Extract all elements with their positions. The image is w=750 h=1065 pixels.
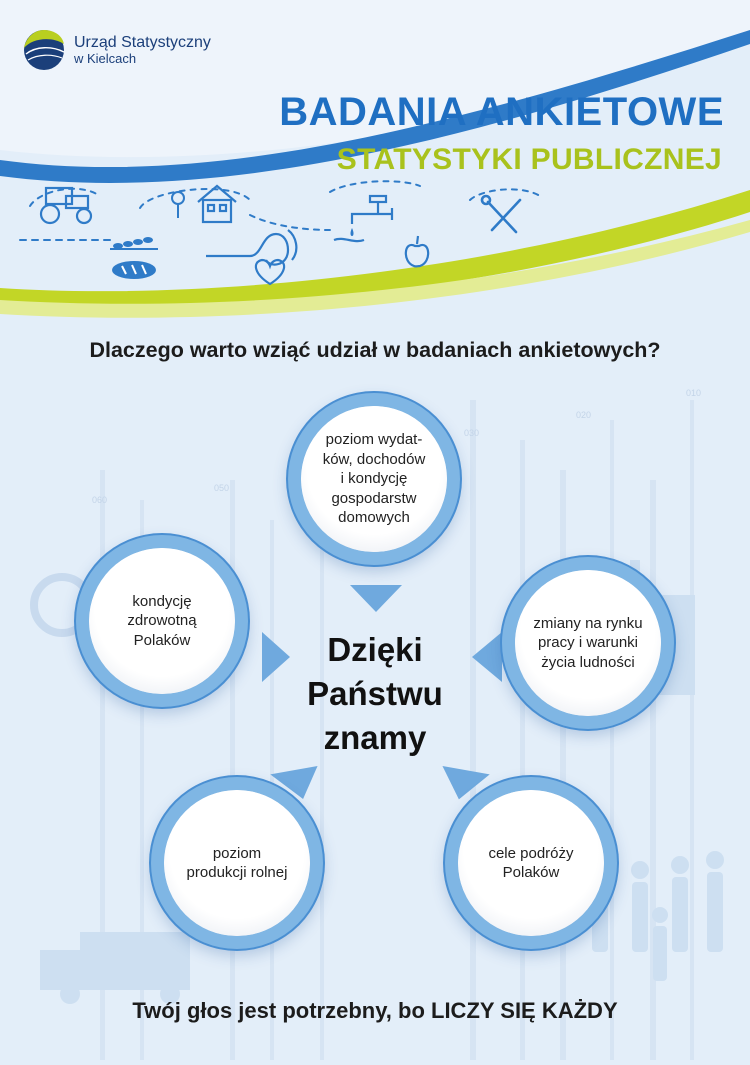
bubble-labour-market bbox=[515, 570, 661, 716]
decor-number: 020 bbox=[576, 410, 592, 420]
question-heading: Dlaczego warto wziąć udział w badaniach ankietowych? bbox=[89, 338, 661, 362]
decor-number: 030 bbox=[464, 428, 480, 438]
bubble-household-text: poziom wydat- ków, dochodów i kondycję gospodarstw domowych bbox=[322, 431, 426, 527]
decor-number: 060 bbox=[92, 495, 108, 505]
house-icon bbox=[198, 186, 236, 222]
footer-slogan: Twój głos jest potrzebny, bo LICZY SIĘ KAŻDY bbox=[132, 998, 618, 1023]
logo-text bbox=[74, 34, 211, 67]
bubble-health-text: kondycję zdrowotną Polaków bbox=[127, 592, 197, 649]
header-icons bbox=[0, 170, 750, 290]
bubble-health bbox=[89, 548, 235, 694]
bubble-labour-market-text: zmiany na rynku pracy i warunki życia ludności bbox=[533, 614, 643, 671]
stethoscope-icon bbox=[206, 230, 296, 265]
pin-icon bbox=[172, 192, 184, 218]
bubble-travel bbox=[458, 790, 604, 936]
apple-icon bbox=[406, 236, 428, 266]
faucet-icon bbox=[334, 196, 392, 241]
bubble-travel-text: cele podróży Polaków bbox=[488, 844, 574, 881]
logo-line2: w Kielcach bbox=[74, 51, 137, 67]
wheat-icon bbox=[110, 237, 158, 250]
logo-line1: Urząd Statystyczny bbox=[74, 34, 211, 51]
bubble-agriculture bbox=[164, 790, 310, 936]
sub-title: STATYSTYKI PUBLICZNEJ bbox=[336, 143, 722, 176]
decor-number: 010 bbox=[686, 388, 702, 398]
logo-icon bbox=[22, 28, 66, 72]
decor-number: 050 bbox=[214, 483, 230, 493]
center-heading: Dzięki Państwu znamy bbox=[307, 631, 443, 756]
bubble-agriculture-text: poziom produkcji rolnej bbox=[186, 844, 288, 881]
bubble-household bbox=[301, 406, 447, 552]
tools-icon bbox=[482, 196, 520, 232]
main-title: BADANIA ANKIETOWE bbox=[279, 90, 724, 134]
